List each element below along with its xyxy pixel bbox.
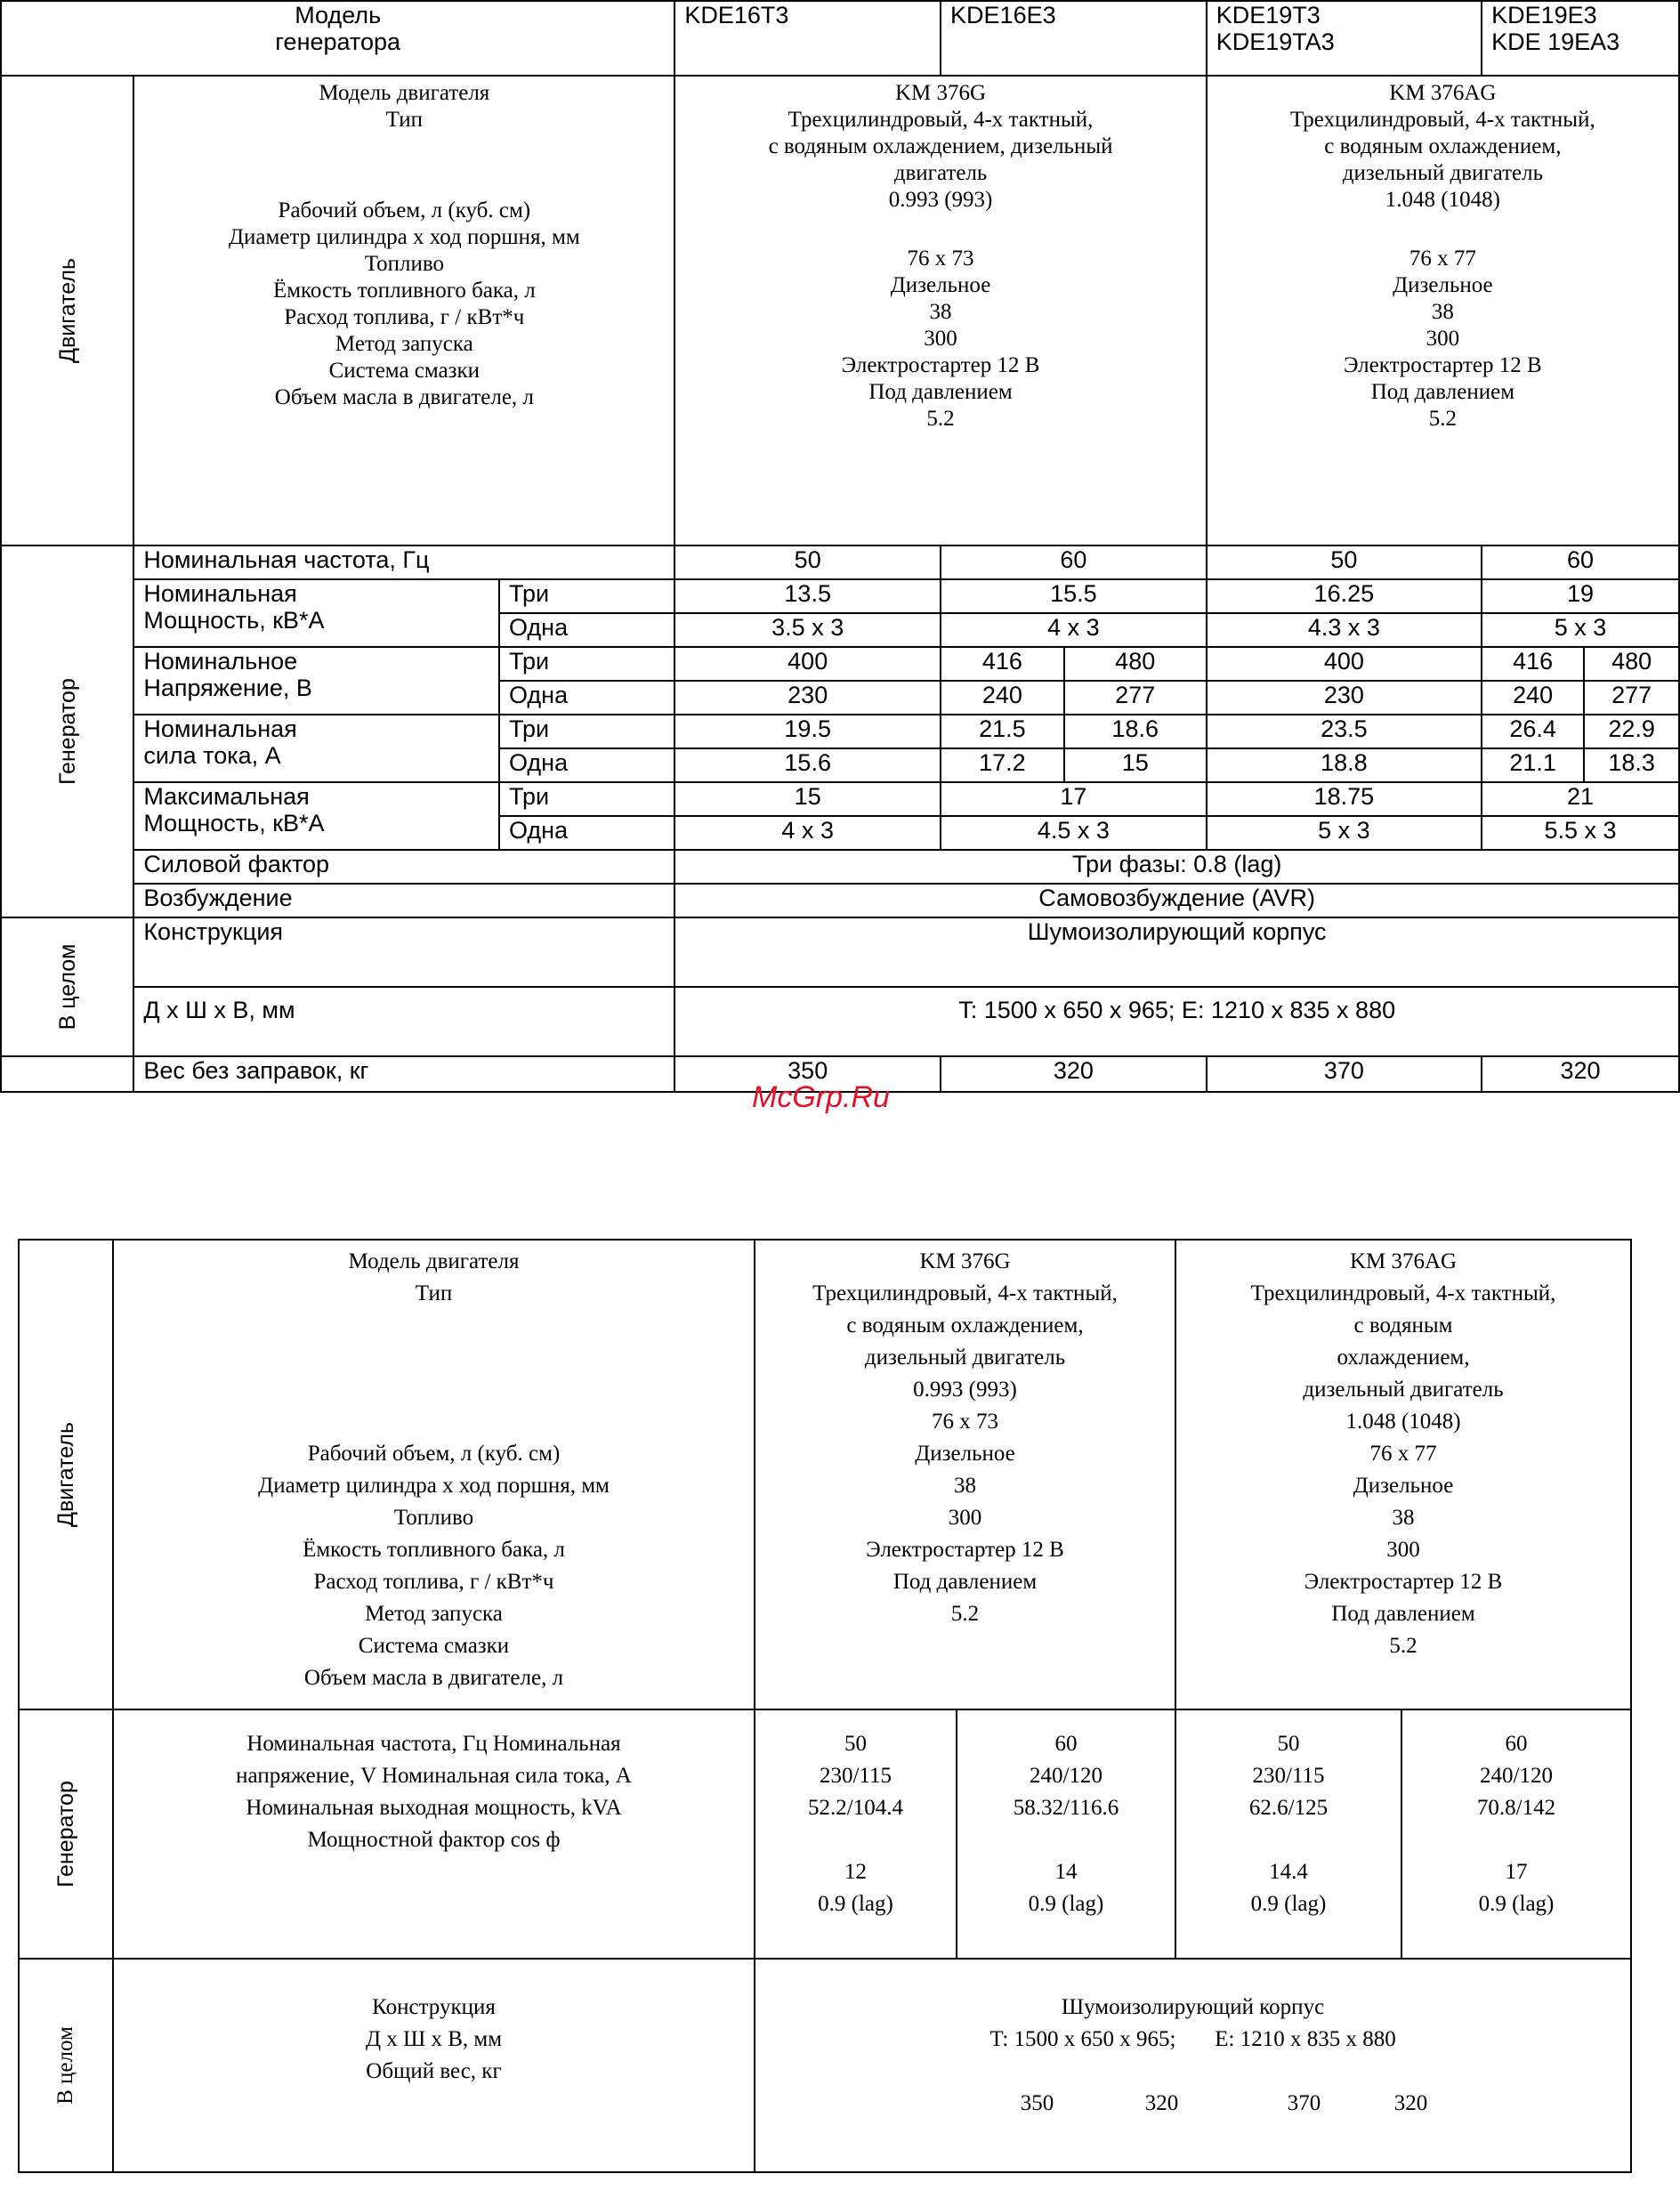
value: 5 x 3	[1207, 816, 1482, 850]
general-params-2	[113, 1959, 755, 2172]
engine-row-2	[19, 1240, 1631, 1709]
value: 1.048 (1048)	[1345, 1410, 1461, 1434]
value: 14	[1054, 1860, 1078, 1884]
param: Модель двигателя	[319, 81, 490, 105]
value: 21.5	[941, 715, 1064, 748]
param: Система смазки	[328, 359, 481, 383]
param-line: Номинальная	[143, 580, 297, 607]
param: Модель двигателя	[348, 1249, 520, 1273]
generator-section-label	[1, 545, 133, 917]
value: Дизельное	[890, 273, 991, 297]
engine-values-a	[674, 76, 1206, 545]
model-name: KDE 19EA3	[1491, 28, 1620, 55]
value: 230	[1207, 681, 1482, 715]
phase: Одна	[499, 816, 674, 850]
value: 4 x 3	[674, 816, 941, 850]
section-label: Двигатель	[54, 258, 80, 363]
value: 370	[1287, 2091, 1321, 2115]
weights	[755, 2056, 1630, 2152]
param: Система смазки	[358, 1634, 510, 1658]
value: с водяным охлаждением,	[846, 1313, 1084, 1337]
param-line: Напряжение, В	[143, 675, 312, 701]
phase: Одна	[499, 748, 674, 782]
value: дизельный двигатель	[864, 1346, 1066, 1370]
param: Вес без заправок, кг	[133, 1056, 674, 1092]
engine-values-b	[1207, 76, 1679, 545]
value: Под давлением	[892, 1570, 1038, 1594]
value: 26.4	[1482, 715, 1584, 748]
value: 400	[1207, 647, 1482, 681]
value: T: 1500 x 650 x 965; E: 1210 x 835 x 880	[989, 2027, 1396, 2051]
section-label: В целом	[54, 943, 80, 1030]
param: Конструкция	[372, 1995, 496, 2019]
model-name: KDE16E3	[950, 2, 1056, 28]
value: с водяным	[1353, 1313, 1453, 1337]
value: Электростартер 12 В	[1344, 353, 1542, 377]
value: 230/115	[819, 1764, 892, 1788]
dims-row	[1, 987, 1679, 1056]
param: Силовой фактор	[133, 850, 674, 884]
value: 14.4	[1269, 1860, 1308, 1884]
value: 38	[929, 300, 952, 324]
value: с водяным охлаждением,	[1324, 134, 1562, 158]
param: Общий вес, кг	[366, 2059, 502, 2083]
model-label-cell	[1, 1, 674, 76]
param: Мощностной фактор cos ф	[307, 1828, 561, 1852]
pf-row	[1, 850, 1679, 884]
value: Электростартер 12 В	[841, 353, 1040, 377]
value: 0.9 (lag)	[818, 1892, 893, 1916]
model-kde19e3	[1482, 1, 1679, 76]
model-name: KDE19E3	[1491, 2, 1597, 28]
value: 300	[1426, 327, 1460, 351]
value: 300	[924, 327, 957, 351]
value: 13.5	[674, 579, 941, 613]
param: напряжение, V Номинальная сила тока, А	[236, 1764, 632, 1788]
param: Номинальная частота, Гц	[133, 545, 674, 579]
generator-col-4	[1401, 1709, 1631, 1959]
phase: Три	[499, 579, 674, 613]
general-section-label-2	[19, 1959, 113, 2172]
value: 350	[1020, 2091, 1054, 2115]
value: 19.5	[674, 715, 941, 748]
param-line: Номинальное	[143, 648, 298, 675]
phase: Одна	[499, 681, 674, 715]
value: 230/115	[1252, 1764, 1325, 1788]
value: 15.6	[674, 748, 941, 782]
value: Шумоизолирующий корпус	[1061, 1995, 1325, 2019]
value: 21	[1482, 782, 1679, 816]
value: KM 376G	[919, 1249, 1011, 1273]
param: Расход топлива, г / кВт*ч	[284, 305, 525, 329]
value: 18.75	[1207, 782, 1482, 816]
value: Трехцилиндровый, 4-х тактный,	[812, 1281, 1118, 1305]
value: 0.9 (lag)	[1028, 1892, 1104, 1916]
value: Три фазы: 0.8 (lag)	[674, 850, 1679, 884]
value: с водяным охлаждением, дизельный	[768, 134, 1113, 158]
model-kde16e3	[941, 1, 1207, 76]
value: 50	[674, 545, 941, 579]
model-label-1: Модель	[295, 2, 382, 28]
model-label-2: генератора	[275, 28, 401, 55]
value: двигатель	[893, 161, 988, 185]
param-line: Мощность, кВ*А	[143, 810, 325, 836]
value: 4.3 x 3	[1207, 613, 1482, 647]
engine-params-2	[113, 1240, 755, 1709]
value: 22.9	[1584, 715, 1679, 748]
param: Д х Ш х В, мм	[133, 987, 674, 1056]
value: 60	[1505, 1732, 1528, 1756]
section-label: Генератор	[54, 678, 80, 785]
value: 0.9 (lag)	[1250, 1892, 1327, 1916]
value: 480	[1584, 647, 1679, 681]
param-line: Максимальная	[143, 783, 310, 810]
value: 21.1	[1482, 748, 1584, 782]
value: 320	[1144, 2091, 1179, 2115]
phase: Три	[499, 715, 674, 748]
value: 240/120	[1030, 1764, 1102, 1788]
value: 230	[674, 681, 941, 715]
value: 76 x 73	[907, 246, 974, 271]
value: 5.2	[926, 407, 955, 431]
value: KM 376G	[894, 81, 987, 105]
param: Возбуждение	[133, 884, 674, 917]
engine-section-label	[1, 76, 133, 545]
excitation-row	[1, 884, 1679, 917]
model-name: KDE19TA3	[1216, 28, 1335, 55]
value: Под давлением	[868, 380, 1013, 404]
general-section-label	[1, 917, 133, 1056]
value: 23.5	[1207, 715, 1482, 748]
value: 76 x 73	[932, 1410, 998, 1434]
value: 76 x 77	[1369, 1442, 1437, 1466]
value: 416	[941, 647, 1064, 681]
watermark: McGrp.Ru	[752, 1080, 890, 1114]
value: 4 x 3	[941, 613, 1207, 647]
value: Электростартер 12 В	[1304, 1570, 1503, 1594]
spec-table-1	[0, 0, 1680, 1093]
param: Тип	[385, 108, 424, 132]
param: Рабочий объем, л (куб. см)	[278, 198, 531, 222]
value: 0.9 (lag)	[1478, 1892, 1555, 1916]
value: 19	[1482, 579, 1679, 613]
param: Рабочий объем, л (куб. см)	[307, 1442, 561, 1466]
value: 38	[1392, 1506, 1415, 1530]
general-values-2	[755, 1959, 1631, 2172]
value: 3.5 x 3	[674, 613, 941, 647]
engine-params	[133, 76, 674, 545]
param: Ёмкость топливного бака, л	[272, 279, 536, 303]
param: Диаметр цилиндра х ход поршня, мм	[229, 225, 580, 249]
power-three-row	[1, 579, 1679, 613]
param-line: Мощность, кВ*А	[143, 607, 325, 634]
value: дизельный двигатель	[1342, 161, 1543, 185]
value: 320	[1482, 1056, 1679, 1092]
value: Трехцилиндровый, 4-х тактный,	[1289, 108, 1595, 132]
value: охлаждением,	[1337, 1346, 1470, 1370]
param: Метод запуска	[335, 332, 473, 356]
param: Объем масла в двигателе, л	[303, 1666, 564, 1690]
param: Объем масла в двигателе, л	[274, 385, 534, 409]
value: 277	[1584, 681, 1679, 715]
section-label: Двигатель	[53, 1422, 78, 1527]
phase: Одна	[499, 613, 674, 647]
value: 60	[941, 545, 1207, 579]
param: Конструкция	[133, 917, 674, 987]
value: дизельный двигатель	[1303, 1378, 1504, 1402]
param: Расход топлива, г / кВт*ч	[313, 1570, 554, 1594]
value: 60	[1482, 545, 1679, 579]
value: 50	[1207, 545, 1482, 579]
engine-section-label-2	[19, 1240, 113, 1709]
value: 5 x 3	[1482, 613, 1679, 647]
value: 12	[844, 1860, 867, 1884]
param	[133, 782, 499, 850]
engine-values-b-2	[1175, 1240, 1631, 1709]
value: 70.8/142	[1476, 1796, 1556, 1820]
value: 15	[674, 782, 941, 816]
value: 17	[941, 782, 1207, 816]
param: Д х Ш х В, мм	[365, 2027, 503, 2051]
value: 350	[674, 1056, 941, 1092]
generator-params-2	[113, 1709, 755, 1959]
phase: Три	[499, 782, 674, 816]
value: Дизельное	[915, 1442, 1015, 1466]
param	[133, 579, 499, 647]
param-line: Номинальная	[143, 715, 297, 742]
value: 76 x 77	[1409, 246, 1476, 271]
section-label: В целом	[53, 2026, 77, 2105]
generator-col-3	[1175, 1709, 1401, 1959]
param	[133, 647, 499, 715]
engine-row	[1, 76, 1679, 545]
current-three-row	[1, 715, 1679, 748]
value: Дизельное	[1353, 1474, 1454, 1498]
value: 300	[948, 1506, 982, 1530]
model-name: KDE16T3	[684, 2, 789, 28]
value: 15	[1064, 748, 1207, 782]
value: 15.5	[941, 579, 1207, 613]
generator-section-label-2	[19, 1709, 113, 1959]
section-label: Генератор	[53, 1781, 78, 1887]
value: Трехцилиндровый, 4-х тактный,	[788, 108, 1094, 132]
value: 240	[941, 681, 1064, 715]
value: 18.6	[1064, 715, 1207, 748]
param: Тип	[415, 1281, 453, 1305]
value: 277	[1064, 681, 1207, 715]
param: Номинальная выходная мощность, kVA	[246, 1796, 622, 1820]
value: 17.2	[941, 748, 1064, 782]
general-row-2	[19, 1959, 1631, 2172]
generator-col-2	[957, 1709, 1175, 1959]
value: 18.8	[1207, 748, 1482, 782]
value: 5.2	[950, 1602, 980, 1626]
value: Под давлением	[1331, 1602, 1475, 1626]
value: Дизельное	[1393, 273, 1493, 297]
value: Трехцилиндровый, 4-х тактный,	[1250, 1281, 1556, 1305]
value: 5.5 x 3	[1482, 816, 1679, 850]
value: 60	[1054, 1732, 1078, 1756]
value: 320	[941, 1056, 1207, 1092]
value: 5.2	[1428, 407, 1457, 431]
value: 0.993 (993)	[913, 1378, 1017, 1402]
header-row	[1, 1, 1679, 76]
value: 50	[844, 1732, 867, 1756]
param	[133, 715, 499, 782]
param: Ёмкость топливного бака, л	[303, 1538, 565, 1562]
value: KM 376AG	[1389, 81, 1497, 105]
generator-row-2	[19, 1709, 1631, 1959]
value: 62.6/125	[1248, 1796, 1329, 1820]
phase: Три	[499, 647, 674, 681]
model-name: KDE19T3	[1216, 2, 1321, 28]
param: Диаметр цилиндра х ход поршня, мм	[258, 1474, 610, 1498]
value: 300	[1386, 1538, 1420, 1562]
value: Под давлением	[1370, 380, 1515, 404]
value: 4.5 x 3	[941, 816, 1207, 850]
value: 38	[954, 1474, 976, 1498]
spec-table-2	[18, 1239, 1632, 2173]
value: 58.32/116.6	[1013, 1796, 1119, 1820]
value: 38	[1431, 300, 1454, 324]
maxpower-three-row	[1, 782, 1679, 816]
empty-cell	[1, 1056, 133, 1092]
model-kde19t3	[1207, 1, 1482, 76]
value: Самовозбуждение (AVR)	[674, 884, 1679, 917]
value: 240	[1482, 681, 1584, 715]
value: 52.2/104.4	[808, 1796, 903, 1820]
value: 240/120	[1480, 1764, 1553, 1788]
generator-col-1	[755, 1709, 957, 1959]
param: Номинальная частота, Гц Номинальная	[246, 1732, 621, 1756]
value: 5.2	[1389, 1634, 1418, 1658]
value: 370	[1207, 1056, 1482, 1092]
construction-row	[1, 917, 1679, 987]
value: KM 376AG	[1349, 1249, 1458, 1273]
param: Метод запуска	[365, 1602, 503, 1626]
value: 50	[1277, 1732, 1300, 1756]
value: 400	[674, 647, 941, 681]
param: Топливо	[364, 252, 444, 276]
value: 480	[1064, 647, 1207, 681]
value: 320	[1393, 2091, 1428, 2115]
value: 0.993 (993)	[888, 188, 993, 212]
value: Шумоизолирующий корпус	[674, 917, 1679, 987]
value: Электростартер 12 В	[866, 1538, 1064, 1562]
value: 416	[1482, 647, 1584, 681]
voltage-three-row	[1, 647, 1679, 681]
value: 18.3	[1584, 748, 1679, 782]
engine-values-a-2	[755, 1240, 1175, 1709]
param-line: сила тока, А	[143, 742, 281, 769]
value: 16.25	[1207, 579, 1482, 613]
value: 1.048 (1048)	[1385, 188, 1500, 212]
freq-row	[1, 545, 1679, 579]
model-kde16t3	[674, 1, 941, 76]
param: Топливо	[393, 1506, 474, 1530]
value: 17	[1505, 1860, 1528, 1884]
value: T: 1500 x 650 x 965; E: 1210 x 835 x 880	[674, 987, 1679, 1056]
